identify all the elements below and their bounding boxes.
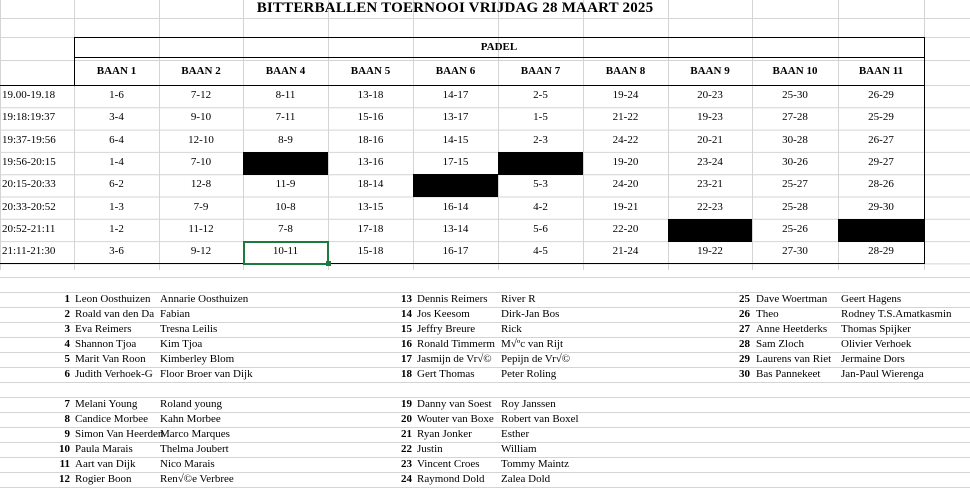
- match-cell: 26-27: [868, 133, 894, 146]
- team-player-1: Shannon Tjoa: [75, 338, 137, 350]
- team-player-2: Rodney T.S.Amatkasmin: [841, 308, 952, 320]
- match-cell: 7-10: [190, 155, 212, 168]
- match-cell: 2-3: [533, 133, 548, 146]
- match-cell: 9-12: [190, 245, 212, 258]
- team-player-1: Eva Reimers: [75, 323, 132, 335]
- court-header: BAAN 10: [772, 65, 818, 77]
- team-number: 2: [64, 308, 70, 320]
- team-number: 21: [401, 428, 412, 440]
- match-cell: 4-5: [533, 245, 548, 258]
- team-player-1: Marit Van Roon: [75, 353, 146, 365]
- team-number: 10: [59, 443, 70, 455]
- table-border: [0, 85, 924, 86]
- team-number: 11: [59, 458, 70, 470]
- match-cell: 20-23: [697, 89, 723, 101]
- team-player-1: Sam Zloch: [756, 338, 804, 350]
- team-player-2: Dirk-Jan Bos: [501, 308, 560, 320]
- time-slot: 20:52-21:11: [2, 222, 56, 235]
- team-player-2: M√ºc van Rijt: [501, 338, 563, 350]
- match-cell: 29-30: [868, 200, 894, 213]
- team-player-1: Wouter van Boxe: [417, 413, 494, 425]
- match-cell: 13-16: [357, 155, 384, 168]
- time-slot: 19:56-20:15: [2, 155, 56, 168]
- team-player-1: Jasmijn de Vr√©: [417, 353, 492, 365]
- team-player-2: Peter Roling: [501, 368, 557, 380]
- match-cell: 30-26: [782, 155, 808, 168]
- match-cell: 10-8: [275, 200, 296, 213]
- team-player-1: Roald van den Da: [75, 308, 155, 320]
- selected-cell[interactable]: [243, 241, 329, 265]
- team-player-2: Zalea Dold: [501, 473, 551, 485]
- team-number: 9: [64, 428, 70, 440]
- table-border: [0, 263, 924, 264]
- padel-header: PADEL: [480, 41, 518, 53]
- team-number: 3: [64, 323, 70, 335]
- table-border: [74, 57, 924, 58]
- time-slot: 19:37-19:56: [2, 133, 56, 146]
- team-number: 1: [64, 293, 70, 305]
- team-player-2: Kahn Morbee: [160, 413, 221, 425]
- match-cell: 16-17: [442, 245, 469, 258]
- match-cell: 5-3: [533, 178, 548, 191]
- match-cell: 25-28: [782, 200, 808, 213]
- match-cell: 1-6: [109, 89, 124, 101]
- team-player-1: Aart van Dijk: [75, 458, 136, 470]
- court-header: BAAN 9: [690, 65, 730, 77]
- team-player-2: Nico Marais: [160, 458, 215, 470]
- match-cell: 3-6: [109, 245, 124, 258]
- team-number: 15: [401, 323, 412, 335]
- match-cell: 12-10: [188, 133, 214, 146]
- team-number: 29: [739, 353, 750, 365]
- blocked-cell[interactable]: [498, 152, 583, 175]
- match-cell: 5-6: [533, 222, 548, 235]
- match-cell: 27-30: [782, 245, 808, 258]
- match-cell: 13-14: [442, 222, 469, 235]
- match-cell: 1-2: [109, 222, 124, 235]
- team-player-1: Bas Pannekeet: [756, 368, 821, 380]
- team-player-2: Marco Marques: [160, 428, 230, 440]
- match-cell: 22-20: [612, 222, 639, 235]
- court-header: BAAN 8: [605, 65, 646, 77]
- match-cell: 22-23: [697, 200, 723, 213]
- team-number: 7: [64, 398, 70, 410]
- match-cell: 18-16: [357, 133, 384, 146]
- blocked-cell[interactable]: [243, 152, 328, 175]
- team-number: 12: [59, 473, 70, 485]
- team-number: 20: [401, 413, 412, 425]
- match-cell: 23-21: [697, 178, 723, 191]
- team-player-1: Leon Oosthuizen: [75, 293, 151, 305]
- team-number: 18: [401, 368, 412, 380]
- match-cell: 7-11: [275, 111, 296, 124]
- match-cell: 15-16: [357, 111, 384, 124]
- team-player-2: Robert van Boxel: [501, 413, 579, 425]
- team-number: 5: [64, 353, 70, 365]
- match-cell: 19-20: [612, 155, 639, 168]
- team-player-1: Anne Heetderks: [756, 323, 828, 335]
- team-number: 22: [401, 443, 412, 455]
- match-cell: 16-14: [442, 200, 469, 213]
- time-slot: 20:15-20:33: [2, 178, 56, 191]
- team-player-1: Candice Morbee: [75, 413, 148, 425]
- match-cell: 11-12: [188, 222, 214, 235]
- table-border: [924, 37, 925, 264]
- match-cell: 19-23: [697, 111, 723, 124]
- team-player-1: Raymond Dold: [417, 473, 485, 485]
- team-player-1: Justin: [417, 443, 443, 455]
- team-player-1: Dennis Reimers: [417, 293, 488, 305]
- team-number: 19: [401, 398, 412, 410]
- blocked-cell[interactable]: [668, 219, 752, 242]
- match-cell: 28-26: [868, 178, 894, 191]
- match-cell: 20-21: [697, 133, 723, 146]
- team-player-1: Danny van Soest: [417, 398, 492, 410]
- match-cell: 19-24: [612, 89, 639, 101]
- match-cell: 7-8: [278, 222, 293, 235]
- team-player-2: Olivier Verhoek: [841, 338, 912, 350]
- team-player-2: Tommy Maintz: [501, 458, 569, 470]
- match-cell: 4-2: [533, 200, 548, 213]
- match-cell: 1-3: [109, 200, 124, 213]
- match-cell: 21-22: [612, 111, 639, 124]
- match-cell: 8-11: [275, 89, 296, 101]
- team-player-2: Pepijn de Vr√©: [501, 353, 571, 365]
- match-cell: 13-18: [357, 89, 384, 101]
- match-cell: 21-24: [612, 245, 639, 258]
- team-player-1: Judith Verhoek-G: [75, 368, 153, 380]
- match-cell: 6-4: [109, 133, 124, 146]
- team-number: 17: [401, 353, 412, 365]
- match-cell: 17-18: [357, 222, 384, 235]
- team-player-1: Ryan Jonker: [417, 428, 472, 440]
- team-player-2: Kim Tjoa: [160, 338, 203, 350]
- match-cell: 13-15: [357, 200, 384, 213]
- team-player-1: Ronald Timmerm: [417, 338, 495, 350]
- match-cell: 14-15: [442, 133, 469, 146]
- team-player-1: Paula Marais: [75, 443, 133, 455]
- team-number: 6: [64, 368, 70, 380]
- match-cell: 8-9: [278, 133, 293, 146]
- time-slot: 21:11-21:30: [2, 245, 56, 258]
- match-cell: 13-17: [442, 111, 469, 124]
- team-player-2: Jermaine Dors: [841, 353, 905, 365]
- match-cell: 14-17: [442, 89, 469, 101]
- team-player-1: Melani Young: [75, 398, 138, 410]
- team-player-2: Tresna Leilis: [160, 323, 218, 335]
- team-number: 26: [739, 308, 750, 320]
- blocked-cell[interactable]: [413, 174, 498, 197]
- team-player-1: Rogier Boon: [75, 473, 132, 485]
- match-cell: 27-28: [782, 111, 808, 124]
- team-player-1: Gert Thomas: [417, 368, 475, 380]
- court-header: BAAN 1: [96, 65, 137, 77]
- court-header: BAAN 11: [858, 65, 904, 77]
- team-player-2: Roland young: [160, 398, 223, 410]
- team-player-2: Geert Hagens: [841, 293, 902, 305]
- team-number: 13: [401, 293, 412, 305]
- time-slot: 20:33-20:52: [2, 200, 56, 213]
- time-slot: 19.00-19.18: [2, 89, 56, 101]
- team-number: 4: [64, 338, 70, 350]
- match-cell: 6-2: [109, 178, 124, 191]
- match-cell: 11-9: [275, 178, 296, 191]
- match-cell: 25-27: [782, 178, 808, 191]
- sheet-title: BITTERBALLEN TOERNOOI VRIJDAG 28 MAART 2025: [256, 0, 654, 16]
- court-header: BAAN 6: [435, 65, 476, 77]
- team-player-2: Thelma Joubert: [160, 443, 229, 455]
- team-number: 24: [401, 473, 412, 485]
- team-player-2: Kimberley Blom: [160, 353, 235, 365]
- team-player-2: Esther: [501, 428, 530, 440]
- team-number: 25: [739, 293, 750, 305]
- team-player-1: Simon Van Heerden: [75, 428, 164, 440]
- blocked-cell[interactable]: [838, 219, 924, 242]
- match-cell: 18-14: [357, 178, 384, 191]
- match-cell: 17-15: [442, 155, 469, 168]
- team-player-1: Jeffry Breure: [417, 323, 476, 335]
- team-player-1: Vincent Croes: [417, 458, 480, 470]
- team-player-2: Ren√©e Verbree: [160, 473, 234, 485]
- table-border: [74, 37, 924, 38]
- match-cell: 15-18: [357, 245, 384, 258]
- court-header: BAAN 7: [520, 65, 561, 77]
- team-player-2: Rick: [501, 323, 522, 335]
- team-player-2: Roy Janssen: [501, 398, 556, 410]
- match-cell: 24-20: [612, 178, 639, 191]
- match-cell: 1-4: [109, 155, 124, 168]
- match-cell: 7-9: [193, 200, 209, 213]
- match-cell: 23-24: [697, 155, 723, 168]
- team-number: 23: [401, 458, 412, 470]
- match-cell: 1-5: [533, 111, 548, 124]
- match-cell: 28-29: [868, 245, 894, 258]
- court-header: BAAN 5: [350, 65, 391, 77]
- team-number: 16: [401, 338, 412, 350]
- team-number: 27: [739, 323, 750, 335]
- team-player-2: Jan-Paul Wierenga: [841, 368, 924, 380]
- team-player-2: Thomas Spijker: [841, 323, 911, 335]
- match-cell: 3-4: [109, 111, 124, 124]
- team-player-1: Laurens van Riet: [756, 353, 832, 365]
- court-header: BAAN 4: [265, 65, 306, 77]
- team-player-2: Floor Broer van Dijk: [160, 368, 253, 380]
- match-cell: 19-21: [612, 200, 639, 213]
- match-cell: 30-28: [782, 133, 808, 146]
- match-cell: 12-8: [190, 178, 212, 191]
- fill-handle[interactable]: [326, 261, 331, 266]
- match-cell: 2-5: [533, 89, 548, 101]
- court-header: BAAN 2: [181, 65, 221, 77]
- match-cell: 29-27: [868, 155, 894, 168]
- team-player-1: Jos Keesom: [417, 308, 470, 320]
- team-player-2: William: [501, 443, 537, 455]
- match-cell: 10-11: [272, 245, 299, 258]
- match-cell: 24-22: [612, 133, 639, 146]
- match-cell: 9-10: [190, 111, 212, 124]
- time-slot: 19:18:19:37: [2, 111, 56, 124]
- match-cell: 25-29: [868, 111, 894, 124]
- team-player-2: River R: [501, 293, 536, 305]
- team-player-1: Dave Woertman: [756, 293, 828, 305]
- team-player-2: Fabian: [160, 308, 190, 320]
- table-border: [74, 37, 75, 85]
- match-cell: 25-30: [782, 89, 808, 101]
- team-number: 30: [739, 368, 750, 380]
- team-number: 28: [739, 338, 750, 350]
- match-cell: 25-26: [782, 222, 808, 235]
- match-cell: 7-12: [190, 89, 212, 101]
- team-number: 14: [401, 308, 412, 320]
- match-cell: 19-22: [697, 245, 723, 258]
- match-cell: 26-29: [868, 89, 894, 101]
- team-player-1: Theo: [756, 308, 779, 320]
- team-player-2: Annarie Oosthuizen: [160, 293, 249, 305]
- team-number: 8: [64, 413, 70, 425]
